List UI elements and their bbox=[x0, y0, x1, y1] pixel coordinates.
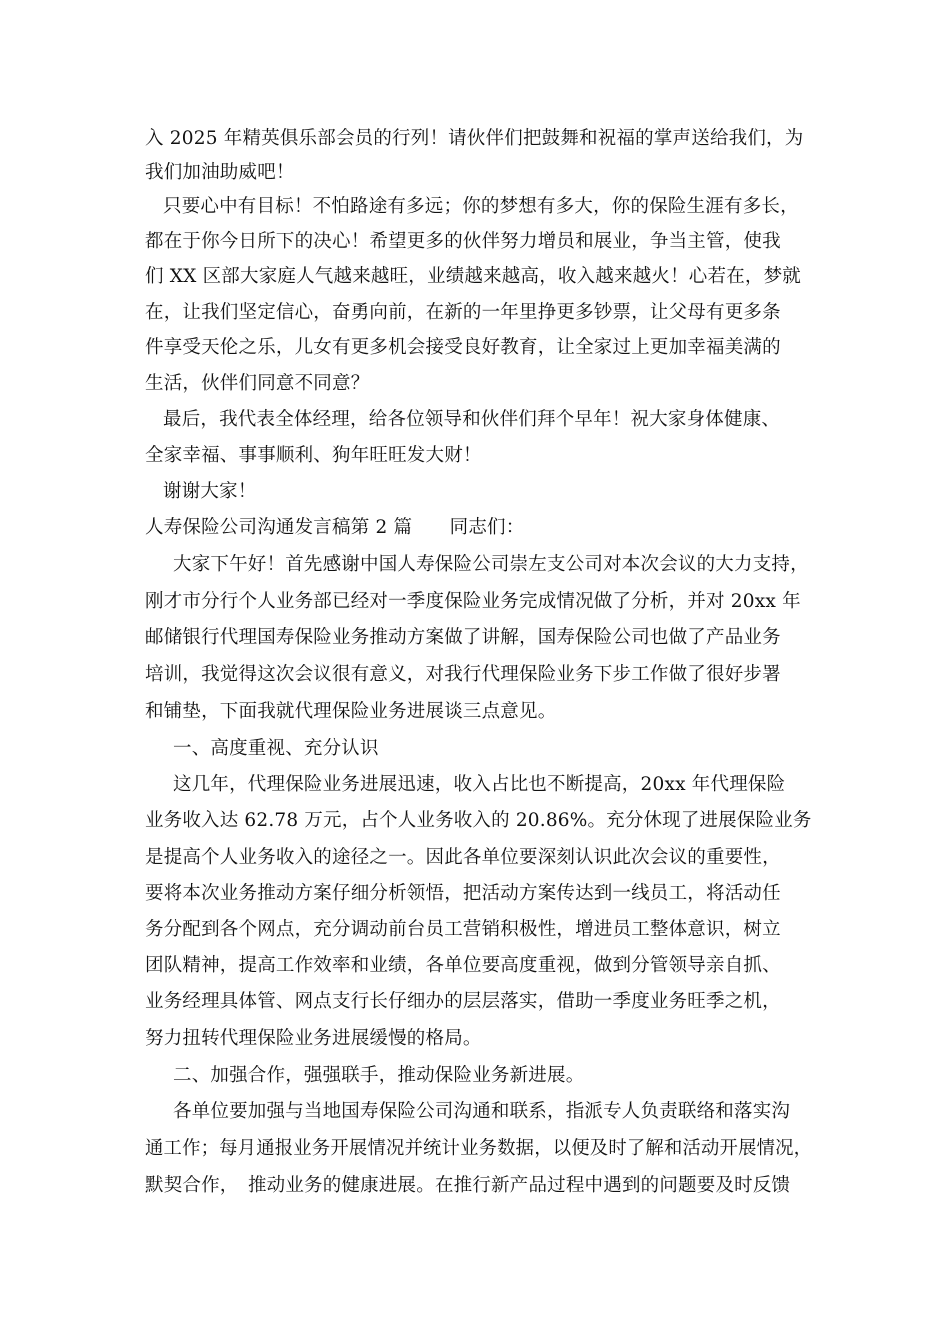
paragraph-first-line: 各单位要加强与当地国寿保险公司沟通和联系，指派专人负责联络和落实沟 bbox=[173, 1101, 791, 1122]
text-line: 们 XX 区部大家庭人气越来越旺，业绩越来越高，收入越来越火！心若在，梦就 bbox=[145, 266, 802, 287]
paragraph-first-line: 这几年，代理保险业务进展迅速，收入占比也不断提高，20xx 年代理保险 bbox=[173, 774, 786, 795]
text-line: 要将本次业务推动方案仔细分析领悟，把活动方案传达到一线员工，将活动任 bbox=[145, 883, 781, 904]
closing-line: 谢谢大家！ bbox=[163, 481, 257, 502]
heading-one: 一、高度重视、充分认识 bbox=[173, 738, 379, 759]
paragraph-first-line: 只要心中有目标！不怕路途有多远；你的梦想有多大，你的保险生涯有多长， bbox=[163, 196, 799, 217]
text-line: 业务收入达 62.78 万元，占个人业务收入的 20.86%。充分休现了进展保险业务 bbox=[145, 810, 812, 831]
text-line: 是提高个人业务收入的途径之一。因此各单位要深刻认识此次会议的重要性， bbox=[145, 847, 781, 868]
section-title: 人寿保险公司沟通发言稿第 2 篇 同志们： bbox=[145, 517, 525, 538]
paragraph-first-line: 大家下午好！首先感谢中国人寿保险公司崇左支公司对本次会议的大力支持， bbox=[173, 554, 809, 575]
text-line: 我们加油助威吧！ bbox=[145, 162, 295, 183]
text-line: 业务经理具体管、网点支行长仔细办的层层落实，借助一季度业务旺季之机， bbox=[145, 991, 781, 1012]
paragraph-first-line: 最后，我代表全体经理，给各位领导和伙伴们拜个早年！祝大家身体健康、 bbox=[163, 409, 781, 430]
text-line: 件享受天伦之乐，儿女有更多机会接受良好教育，让全家过上更加幸福美满的 bbox=[145, 337, 781, 358]
text-line: 生活，伙伴们同意不同意？ bbox=[145, 373, 370, 394]
text-line: 务分配到各个网点，充分调动前台员工营销积极性，增进员工整体意识，树立 bbox=[145, 919, 781, 940]
text-line: 入 2025 年精英俱乐部会员的行列！请伙伴们把鼓舞和祝福的掌声送给我们，为 bbox=[145, 128, 804, 149]
text-line: 刚才市分行个人业务部已经对一季度保险业务完成情况做了分析，并对 20xx 年 bbox=[145, 591, 801, 612]
text-line: 团队精神，提高工作效率和业绩，各单位要高度重视，做到分管领导亲自抓、 bbox=[145, 955, 781, 976]
text-line: 努力扭转代理保险业务进展缓慢的格局。 bbox=[145, 1028, 482, 1049]
text-line: 通工作；每月通报业务开展情况并统计业务数据，以便及时了解和活动开展情况， bbox=[145, 1138, 813, 1159]
text-line: 在，让我们坚定信心，奋勇向前，在新的一年里挣更多钞票，让父母有更多条 bbox=[145, 302, 781, 323]
heading-two: 二、加强合作，强强联手，推动保险业务新进展。 bbox=[173, 1065, 585, 1086]
text-line: 都在于你今日所下的决心！希望更多的伙伴努力增员和展业，争当主管，使我 bbox=[145, 231, 781, 252]
text-line: 邮储银行代理国寿保险业务推动方案做了讲解，国寿保险公司也做了产品业务 bbox=[145, 627, 781, 648]
text-line: 培训，我觉得这次会议很有意义，对我行代理保险业务下步工作做了很好步署 bbox=[145, 664, 781, 685]
text-line: 默契合作， 推动业务的健康进展。在推行新产品过程中遇到的问题要及时反馈 bbox=[145, 1175, 791, 1196]
text-line: 和铺垫，下面我就代理保险业务进展谈三点意见。 bbox=[145, 701, 557, 722]
text-line: 全家幸福、事事顺利、狗年旺旺发大财！ bbox=[145, 445, 482, 466]
